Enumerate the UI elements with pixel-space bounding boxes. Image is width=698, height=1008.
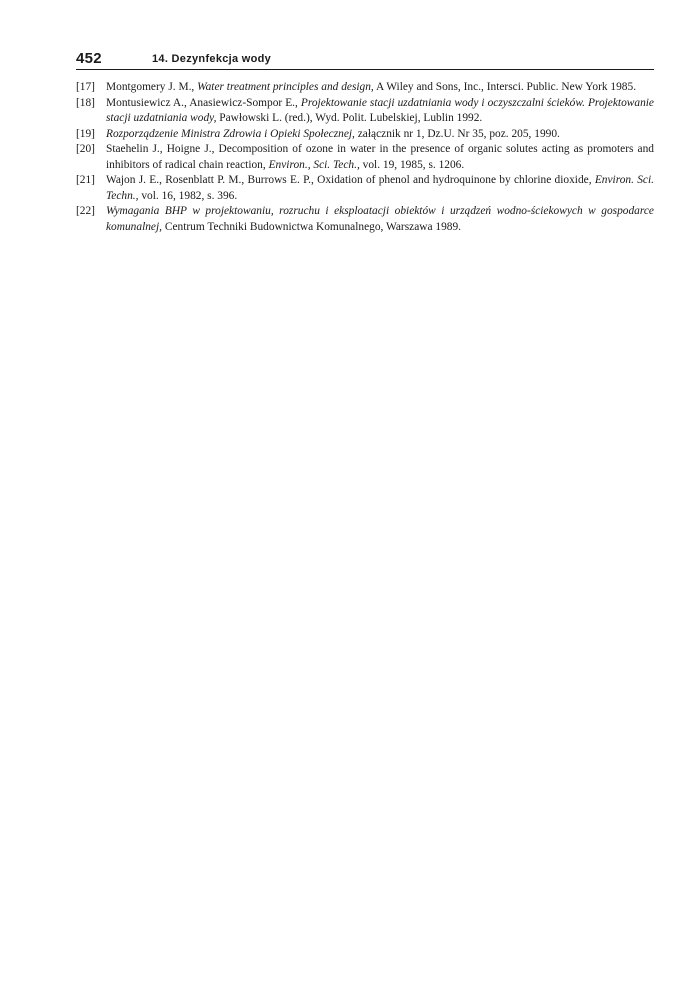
reference-title: Wymagania BHP w projektowaniu, rozruchu i eksploatacji obiektów i urządzeń wodno-ściekowych w gospodarce komunalnej, <box>106 205 654 233</box>
reference-authors: Montusiewicz A., Anasiewicz-Sompor E., <box>106 96 301 109</box>
reference-item <box>76 173 654 204</box>
chapter-title: 14. Dezynfekcja wody <box>152 53 272 65</box>
document-page <box>76 50 654 235</box>
reference-number: [17] <box>76 81 95 93</box>
reference-number: [22] <box>76 205 95 217</box>
reference-publication: załącznik nr 1, Dz.U. Nr 35, poz. 205, 1990. <box>354 127 560 140</box>
reference-authors: Montgomery J. M., <box>106 81 198 93</box>
reference-item <box>76 80 654 96</box>
reference-item <box>76 96 654 127</box>
reference-publication: vol. 16, 1982, s. 396. <box>138 189 238 202</box>
reference-number: [20] <box>76 143 95 155</box>
reference-number: [18] <box>76 96 95 109</box>
reference-title: Water treatment principles and design, <box>197 81 374 93</box>
reference-journal: Environ. Sci. Techn., <box>106 174 654 202</box>
reference-publication: Centrum Techniki Budownictwa Komunalnego, Warszawa 1989. <box>162 220 462 233</box>
reference-journal: Environ., Sci. Tech., <box>268 158 360 171</box>
reference-publication: A Wiley and Sons, Inc., Intersci. Public. New York 1985. <box>373 81 637 93</box>
reference-item <box>76 204 654 235</box>
reference-publication: vol. 19, 1985, s. 1206. <box>359 158 465 171</box>
reference-authors: Wajon J. E., Rosenblatt P. M., Burrows E. P., Oxidation of phenol and hydroquinone by chlorine dioxide, <box>106 174 595 186</box>
reference-authors: Staehelin J., Hoigne J., Decomposition of ozone in water in the presence of organic solutes acting as promoters and inhibitors of radical chain reaction, <box>106 143 654 171</box>
page-number: 452 <box>76 50 102 67</box>
reference-publication: Pawłowski L. (red.), Wyd. Polit. Lubelskiej, Lublin 1992. <box>216 112 483 124</box>
reference-number: [19] <box>76 127 95 140</box>
running-head <box>76 50 654 70</box>
reference-title: Projektowanie stacji uzdatniania wody i oczyszczalni ścieków. Projektowanie stacji uzdatniania wody, <box>106 96 654 124</box>
header-rule <box>76 69 654 70</box>
reference-item <box>76 142 654 173</box>
reference-list <box>76 80 654 235</box>
reference-item <box>76 127 654 143</box>
reference-title: Rozporządzenie Ministra Zdrowia i Opieki Społecznej, <box>106 127 355 140</box>
reference-number: [21] <box>76 174 95 186</box>
